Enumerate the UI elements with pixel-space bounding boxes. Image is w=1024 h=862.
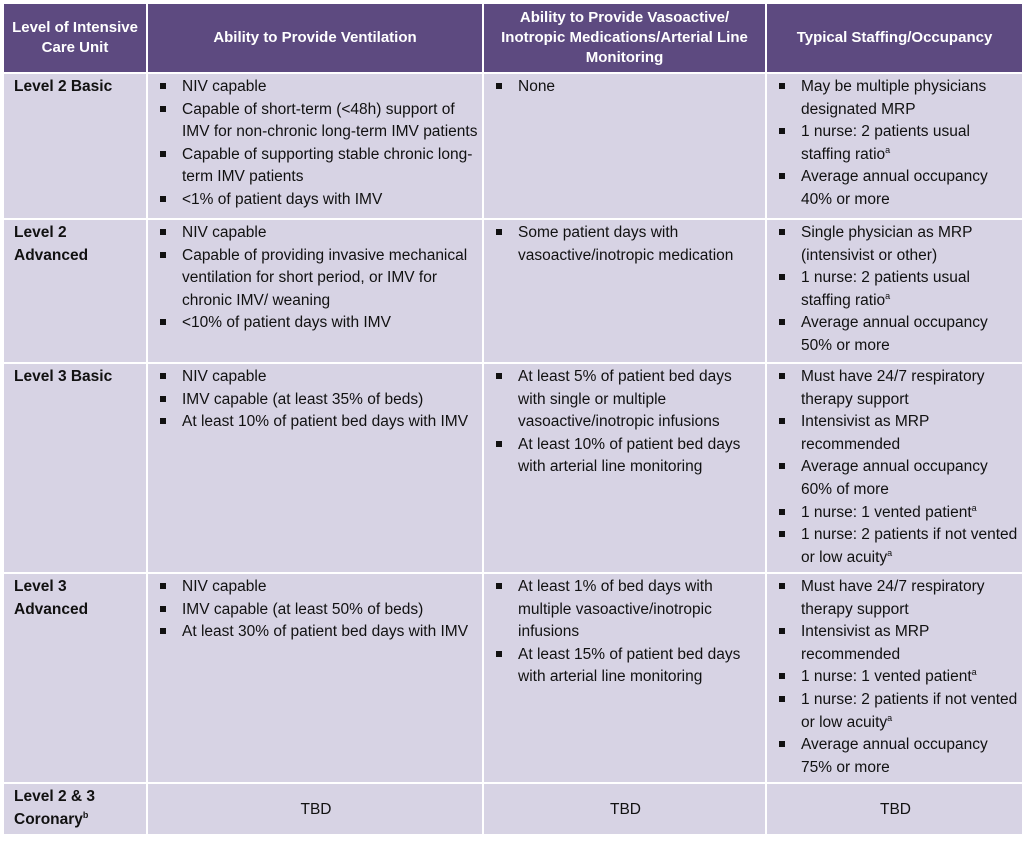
ventilation-cell: TBD: [147, 783, 483, 835]
list-item: [773, 502, 1018, 525]
list-item: [773, 411, 1018, 456]
item-text: Must have 24/7 respiratory therapy support: [801, 368, 985, 408]
staffing-cell: [766, 573, 1023, 783]
level-cell: Level 3 Advanced: [3, 573, 147, 783]
item-text: 1 nurse: 2 patients if not vented or low acuity: [801, 526, 1018, 566]
item-text: 1 nurse: 1 vented patient: [801, 503, 972, 521]
staffing-cell: [766, 73, 1023, 219]
header-vasoactive: Ability to Provide Vasoactive/ Inotropic Medications/Arterial Line Monitoring: [483, 3, 766, 73]
table-row: [3, 363, 1023, 573]
list-item: Some patient days with vasoactive/inotropic medication: [490, 222, 761, 267]
list-item: [773, 456, 1018, 501]
staffing-cell: [766, 219, 1023, 363]
list-item: NIV capable: [154, 366, 478, 389]
item-text: Intensivist as MRP recommended: [801, 413, 930, 453]
list-item: NIV capable: [154, 76, 478, 99]
list-item: At least 30% of patient bed days with IMV: [154, 621, 478, 644]
list-item: <1% of patient days with IMV: [154, 189, 478, 212]
list-item: Capable of supporting stable chronic long-term IMV patients: [154, 144, 478, 189]
header-ventilation: Ability to Provide Ventilation: [147, 3, 483, 73]
list-item: [773, 689, 1018, 734]
footnote-mark: b: [82, 809, 89, 820]
list-item: [773, 267, 1018, 312]
table-row: [3, 219, 1023, 363]
list-item: [773, 166, 1018, 211]
list-item: Capable of short-term (<48h) support of IMV for non-chronic long-term IMV patients: [154, 99, 478, 144]
table-row: [3, 73, 1023, 219]
item-text: 1 nurse: 2 patients usual staffing ratio: [801, 269, 970, 309]
vasoactive-cell: [483, 219, 766, 363]
footnote-mark: a: [887, 712, 893, 723]
level-cell: Level 2 Advanced: [3, 219, 147, 363]
table-row: [3, 783, 1023, 835]
level-text: Level 2 & 3 Coronary: [14, 788, 95, 828]
item-text: Average annual occupancy 60% of more: [801, 458, 988, 498]
list-item: NIV capable: [154, 576, 478, 599]
item-text: Intensivist as MRP recommended: [801, 623, 930, 663]
table-row: [3, 573, 1023, 783]
list-item: [773, 524, 1018, 569]
item-text: Average annual occupancy 50% or more: [801, 314, 988, 354]
list-item: [773, 666, 1018, 689]
list-item: [773, 121, 1018, 166]
ventilation-cell: [147, 363, 483, 573]
footnote-mark: a: [885, 144, 891, 155]
list-item: [773, 76, 1018, 121]
list-item: At least 10% of patient bed days with IMV: [154, 411, 478, 434]
list-item: <10% of patient days with IMV: [154, 312, 478, 335]
list-item: [773, 734, 1018, 779]
vasoactive-cell: [483, 73, 766, 219]
footnote-mark: a: [885, 290, 891, 301]
item-text: 1 nurse: 1 vented patient: [801, 668, 972, 686]
list-item: At least 1% of bed days with multiple vasoactive/inotropic infusions: [490, 576, 761, 644]
header-staffing: Typical Staffing/Occupancy: [766, 3, 1023, 73]
ventilation-cell: [147, 219, 483, 363]
list-item: IMV capable (at least 35% of beds): [154, 389, 478, 412]
list-item: At least 5% of patient bed days with single or multiple vasoactive/inotropic infusions: [490, 366, 761, 434]
item-text: 1 nurse: 2 patients usual staffing ratio: [801, 123, 970, 163]
item-text: 1 nurse: 2 patients if not vented or low acuity: [801, 690, 1018, 731]
vasoactive-cell: TBD: [483, 783, 766, 835]
list-item: None: [490, 76, 761, 99]
vasoactive-cell: [483, 363, 766, 573]
list-item: [773, 621, 1018, 666]
list-item: IMV capable (at least 50% of beds): [154, 599, 478, 622]
footnote-mark: a: [971, 667, 977, 678]
level-cell: Level 3 Basic: [3, 363, 147, 573]
ventilation-cell: [147, 73, 483, 219]
item-text: Average annual occupancy 75% or more: [801, 736, 988, 776]
staffing-cell: [766, 363, 1023, 573]
list-item: [773, 576, 1018, 621]
icu-levels-table: [2, 2, 1024, 836]
item-text: Average annual occupancy 40% or more: [801, 168, 988, 208]
list-item: At least 15% of patient bed days with arterial line monitoring: [490, 644, 761, 689]
item-text: May be multiple physicians designated MRP: [801, 78, 987, 118]
header-row: [3, 3, 1023, 73]
level-cell: Level 2 Basic: [3, 73, 147, 219]
list-item: At least 10% of patient bed days with arterial line monitoring: [490, 434, 761, 479]
item-text: Must have 24/7 respiratory therapy support: [801, 578, 985, 618]
level-cell: [3, 783, 147, 835]
item-text: Single physician as MRP (intensivist or other): [801, 224, 973, 264]
footnote-mark: a: [887, 547, 893, 558]
list-item: [773, 366, 1018, 411]
header-level: Level of Intensive Care Unit: [3, 3, 147, 73]
list-item: NIV capable: [154, 222, 478, 245]
staffing-cell: TBD: [766, 783, 1023, 835]
vasoactive-cell: [483, 573, 766, 783]
list-item: [773, 312, 1018, 357]
list-item: [773, 222, 1018, 267]
list-item: Capable of providing invasive mechanical ventilation for short period, or IMV for chronic IMV/ weaning: [154, 245, 478, 313]
footnote-mark: a: [971, 502, 977, 513]
ventilation-cell: [147, 573, 483, 783]
